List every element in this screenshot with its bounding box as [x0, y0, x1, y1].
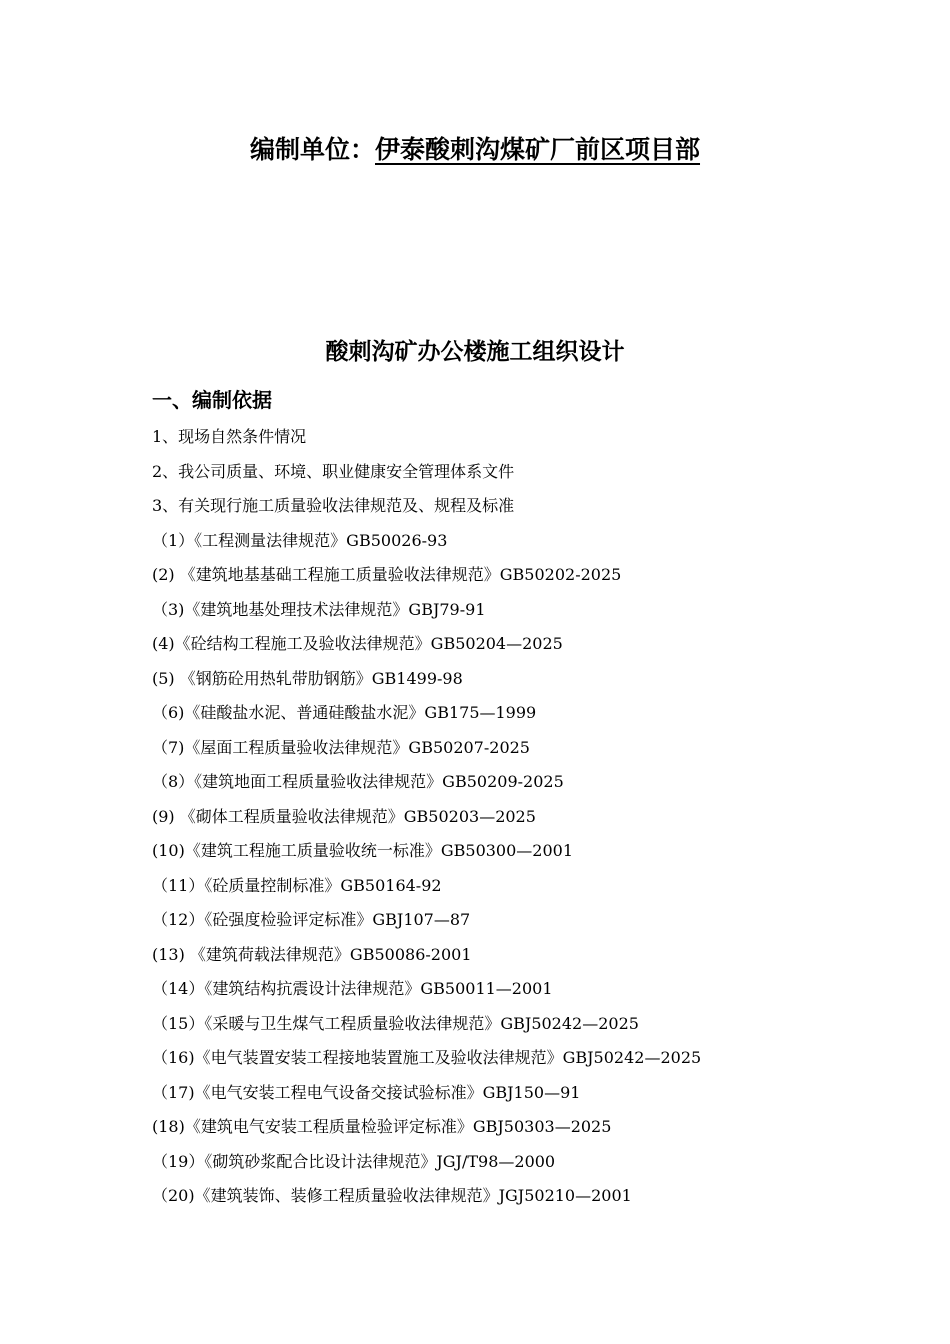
list-item: （8）《建筑地面工程质量验收法律规范》GB50209-2025	[152, 772, 564, 791]
list-item: (13) 《建筑荷载法律规范》GB50086-2001	[152, 944, 472, 964]
list-item: 1、现场自然条件情况	[152, 427, 307, 446]
list-item: （7)《屋面工程质量验收法律规范》GB50207-2025	[152, 737, 530, 757]
list-item: (18)《建筑电气安装工程质量检验评定标准》GBJ50303—2025	[152, 1117, 612, 1136]
compiling-unit-value: 伊泰酸刺沟煤矿厂前区项目部	[375, 135, 701, 164]
list-item: (5) 《钢筋砼用热轧带肋钢筋》GB1499-98	[152, 668, 463, 688]
list-item: （12）《砼强度检验评定标准》GBJ107—87	[152, 910, 471, 929]
list-item: (9) 《砌体工程质量验收法律规范》GB50203—2025	[152, 806, 536, 826]
list-item: 3、有关现行施工质量验收法律规范及、规程及标准	[152, 496, 515, 515]
list-item: 2、我公司质量、环境、职业健康安全管理体系文件	[152, 461, 515, 481]
basis-list	[152, 420, 932, 1214]
list-item: (10)《建筑工程施工质量验收统一标准》GB50300—2001	[152, 841, 574, 860]
section-heading: 一、编制依据	[152, 388, 272, 412]
list-item: （15）《采暖与卫生煤气工程质量验收法律规范》GBJ50242—2025	[152, 1013, 639, 1033]
list-item: （6)《硅酸盐水泥、普通硅酸盐水泥》GB175—1999	[152, 703, 537, 722]
compiling-unit-line	[0, 130, 950, 170]
list-item: （1）《工程测量法律规范》GB50026-93	[152, 530, 448, 550]
list-item: (4)《砼结构工程施工及验收法律规范》GB50204—2025	[152, 634, 563, 653]
list-item: （20)《建筑装饰、装修工程质量验收法律规范》JGJ50210—2001	[152, 1186, 632, 1205]
document-title: 酸刺沟矿办公楼施工组织设计	[325, 339, 625, 365]
list-item: (2) 《建筑地基基础工程施工质量验收法律规范》GB50202-2025	[152, 565, 622, 584]
list-item: （11）《砼质量控制标准》GB50164-92	[152, 875, 442, 895]
list-item: （14）《建筑结构抗震设计法律规范》GB50011—2001	[152, 979, 553, 998]
compiling-unit-label: 编制单位：	[249, 135, 375, 164]
list-item: （3)《建筑地基处理技术法律规范》GBJ79-91	[152, 599, 486, 619]
list-item: （16)《电气装置安装工程接地装置施工及验收法律规范》GBJ50242—2025	[152, 1048, 702, 1067]
list-item: （17)《电气安装工程电气设备交接试验标准》GBJ150—91	[152, 1082, 581, 1102]
list-item: （19）《砌筑砂浆配合比设计法律规范》JGJ/T98—2000	[152, 1151, 556, 1171]
